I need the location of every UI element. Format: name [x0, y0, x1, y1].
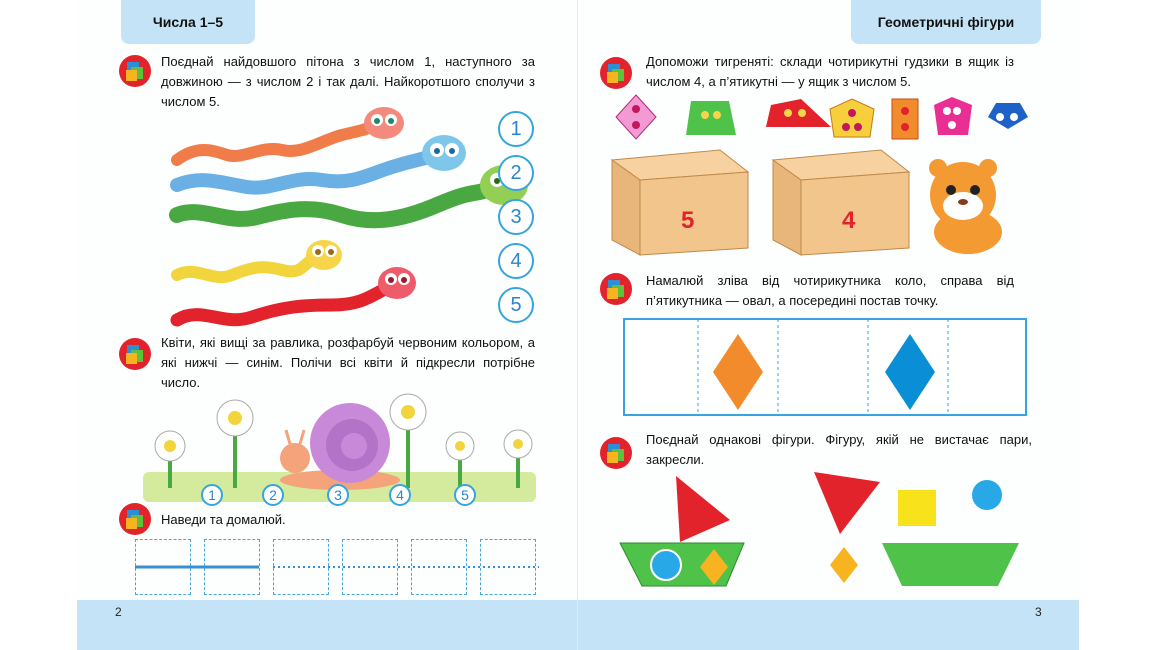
task3-instruction: Поєднай однакові фігури. Фігуру, якій не вистачає пари, закресли.: [646, 432, 1032, 467]
snake-orange: [177, 107, 404, 160]
flower-count-5[interactable]: 5: [454, 484, 476, 506]
task-icon: [119, 503, 151, 535]
wooden-boxes-and-tiger: [608, 150, 1068, 260]
button-rect-orange[interactable]: [892, 99, 918, 139]
circle-blue-on-boat[interactable]: [651, 550, 681, 580]
right-page: [578, 0, 1079, 650]
button-trapezoid-green[interactable]: [686, 101, 736, 135]
box-4[interactable]: [773, 150, 909, 255]
task-icon: [600, 57, 632, 89]
flower-count-1[interactable]: 1: [201, 484, 223, 506]
snail: [280, 403, 400, 490]
triangle-red-on-boat[interactable]: [676, 476, 730, 542]
circle-blue[interactable]: [972, 480, 1002, 510]
button-pentagon-blue[interactable]: [988, 103, 1028, 129]
box-4-label: 4: [842, 207, 856, 234]
buttons-row: [616, 95, 1076, 145]
trapezoid-green[interactable]: [882, 543, 1019, 586]
task3-instruction: Наведи та домалюй.: [161, 512, 286, 527]
flower-count-4[interactable]: 4: [389, 484, 411, 506]
shapes-row-grid[interactable]: [623, 318, 1027, 416]
number-circle-5[interactable]: 5: [498, 287, 534, 323]
flower-count-2[interactable]: 2: [262, 484, 284, 506]
task-icon: [119, 338, 151, 370]
snakes-illustration: [172, 105, 472, 335]
task-icon: [119, 55, 151, 87]
rhombus-orange[interactable]: [830, 547, 858, 583]
square-yellow[interactable]: [898, 490, 936, 526]
right-footer-band: [578, 600, 1079, 650]
button-pentagon-magenta[interactable]: [934, 97, 972, 135]
snake-yellow: [177, 240, 342, 277]
task1-instruction: Допоможи тигреняті: склади чотирикутні гудзики в ящик із числом 4, а п’ятикутні — у ящик з числом 5.: [646, 54, 1014, 89]
tracing-lines: [135, 564, 545, 570]
right-page-number: 3: [1035, 605, 1042, 619]
matching-shapes: [618, 472, 1038, 602]
number-circle-4[interactable]: 4: [498, 243, 534, 279]
flower-count-3[interactable]: 3: [327, 484, 349, 506]
box-5[interactable]: [612, 150, 748, 255]
tiger-cub: [929, 159, 1002, 254]
box-5-label: 5: [681, 207, 695, 234]
task-icon: [600, 437, 632, 469]
left-footer-band: [77, 600, 577, 650]
button-rhombus-pink[interactable]: [616, 95, 656, 139]
triangle-red[interactable]: [814, 472, 880, 534]
task1-instruction: Поєднай найдовшого пітона з числом 1, наступного за довжиною — з числом 2 і так далі. Найкоротшого сполучи з числом 5.: [161, 54, 535, 109]
right-header-tab: Геометричні фігури: [851, 0, 1041, 44]
task2-instruction: Намалюй зліва від чотирикутника коло, справа від п’ятикутника — овал, а посередині постав точку.: [646, 273, 1014, 308]
left-page-number: 2: [115, 605, 122, 619]
number-circle-3[interactable]: 3: [498, 199, 534, 235]
button-pentagon-yellow[interactable]: [830, 99, 874, 137]
number-circle-2[interactable]: 2: [498, 155, 534, 191]
task-icon: [600, 273, 632, 305]
left-header-tab: Числа 1–5: [121, 0, 255, 44]
number-circle-1[interactable]: 1: [498, 111, 534, 147]
left-page: [77, 0, 577, 650]
task2-instruction: Квіти, які вищі за равлика, розфарбуй червоним кольором, а які нижчі — синім. Полічи всі квіти й підкресли потрібне число.: [161, 335, 535, 390]
